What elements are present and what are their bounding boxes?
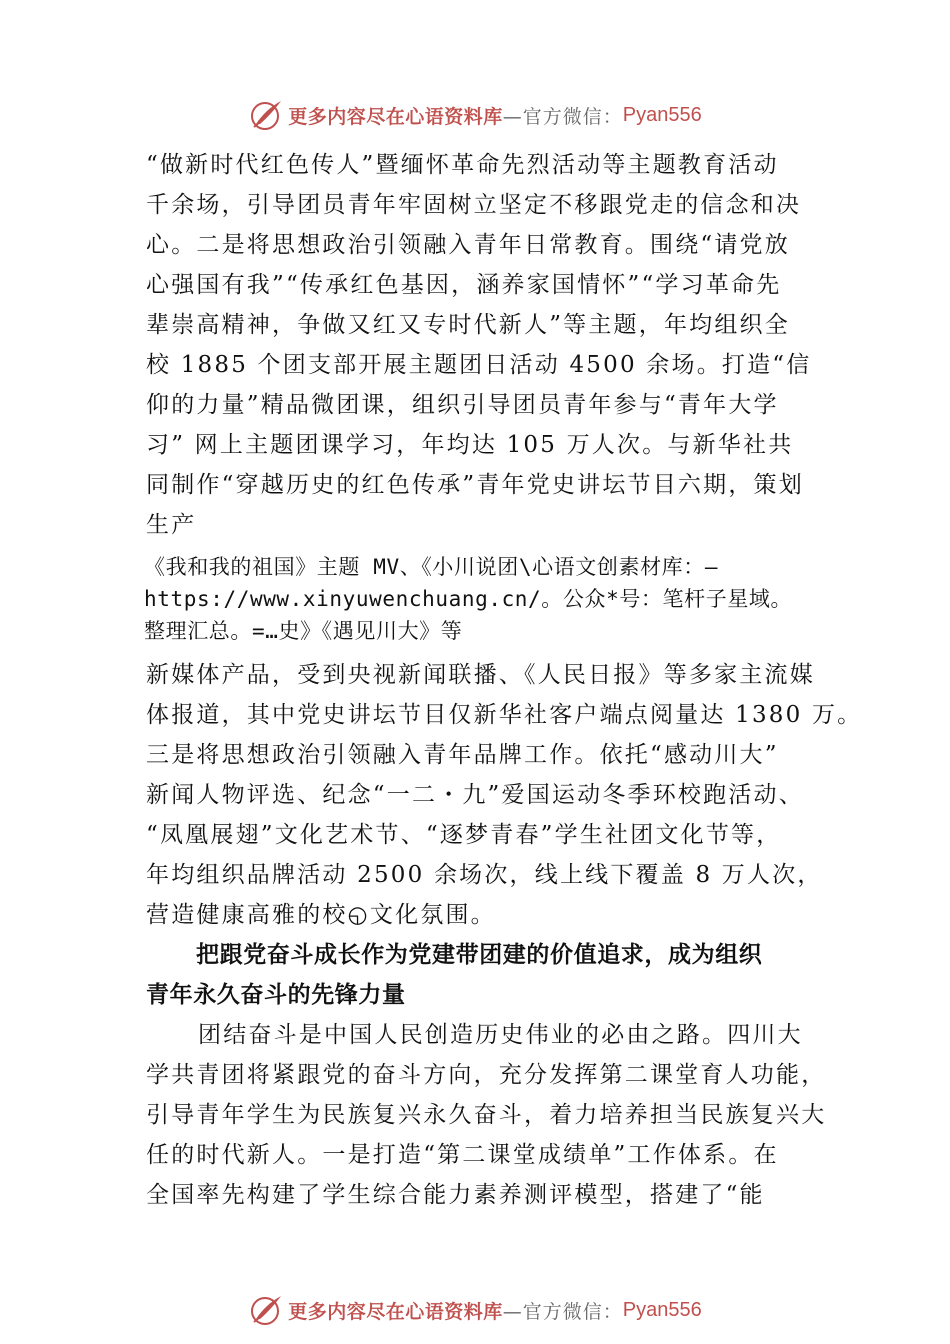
text-line: 营造健康高雅的校◵文化氛围。 <box>146 902 496 928</box>
text-line: 全国率先构建了学生综合能力素养测评模型，搭建了“能 <box>146 1182 765 1208</box>
text-line: “做新时代红色传人”暨缅怀革命先烈活动等主题教育活动 <box>146 152 779 178</box>
section-heading: 青年永久奋斗的先锋力量 <box>146 982 406 1008</box>
text-line: 生产 <box>146 512 197 538</box>
text-line: 引导青年学生为民族复兴永久奋斗，着力培养担当民族复兴大 <box>146 1102 827 1128</box>
header-banner <box>248 97 702 133</box>
text-line: 年均组织品牌活动 2500 余场次，线上线下覆盖 8 万人次， <box>146 862 823 888</box>
quill-logo-icon <box>248 1292 284 1328</box>
quill-logo-icon <box>248 97 284 133</box>
footer-wechat-id: Pyan556 <box>622 1298 702 1321</box>
text-line: 三是将思想政治引领融入青年品牌工作。依托“感动川大” <box>146 742 779 768</box>
footer-official-text: —官方微信： <box>502 1300 623 1323</box>
header-official-text: —官方微信： <box>502 105 623 128</box>
text-line: 心。二是将思想政治引领融入青年日常教育。围绕“请党放 <box>146 232 790 258</box>
text-line: 千余场，引导团员青年牢固树立坚定不移跟党走的信念和决 <box>146 192 802 218</box>
page-header-watermark <box>0 95 950 135</box>
footer-banner <box>248 1292 702 1328</box>
text-line: 心强国有我”“传承红色基因，涵养家国情怀”“学习革命先 <box>146 272 782 298</box>
footer-brand-text: 更多内容尽在心语资料库 <box>288 1300 503 1323</box>
paragraph-first-line: 团结奋斗是中国人民创造历史伟业的必由之路。四川大 <box>198 1022 803 1048</box>
header-wechat-id: Pyan556 <box>622 103 702 126</box>
text-line: 新闻人物评选、纪念“一二・九”爱国运动冬季环校跑活动、 <box>146 782 804 808</box>
page-footer-watermark <box>0 1290 950 1330</box>
text-line: 仰的力量”精品微团课，组织引导团员青年参与“青年大学 <box>146 392 779 418</box>
text-line: 习” 网上主题团课学习，年均达 105 万人次。与新华社共 <box>146 432 794 458</box>
text-line: 辈崇高精神，争做又红又专时代新人”等主题，年均组织全 <box>146 312 790 338</box>
text-line-url: https://www.xinyuwenchuang.cn/。公众*号：笔杆子星域。 <box>144 587 793 611</box>
text-line: 新媒体产品，受到央视新闻联播、《人民日报》等多家主流媒 <box>146 662 815 688</box>
text-line: 体报道，其中党史讲坛节目仅新华社客户端点阅量达 1380 万。 <box>146 702 863 728</box>
text-line: 学共青团将紧跟党的奋斗方向，充分发挥第二课堂育人功能， <box>146 1062 827 1088</box>
text-line: 任的时代新人。一是打造“第二课堂成绩单”工作体系。在 <box>146 1142 779 1168</box>
text-line: 同制作“穿越历史的红色传承”青年党史讲坛节目六期，策划 <box>146 472 804 498</box>
text-line-inline-notice: 整理汇总。=…史》《遇见川大》等 <box>144 619 463 643</box>
text-line: 校 1885 个团支部开展主题团日活动 4500 余场。打造“信 <box>146 352 812 378</box>
text-line: “凤凰展翅”文化艺术节、“逐梦青春”学生社团文化节等， <box>146 822 782 848</box>
header-brand-text: 更多内容尽在心语资料库 <box>288 105 503 128</box>
section-heading: 把跟党奋斗成长作为党建带团建的价值追求，成为组织 <box>196 942 763 968</box>
text-line-inline-notice: 《我和我的祖国》主题 MV、《小川说团\心语文创素材库：— <box>144 555 719 579</box>
